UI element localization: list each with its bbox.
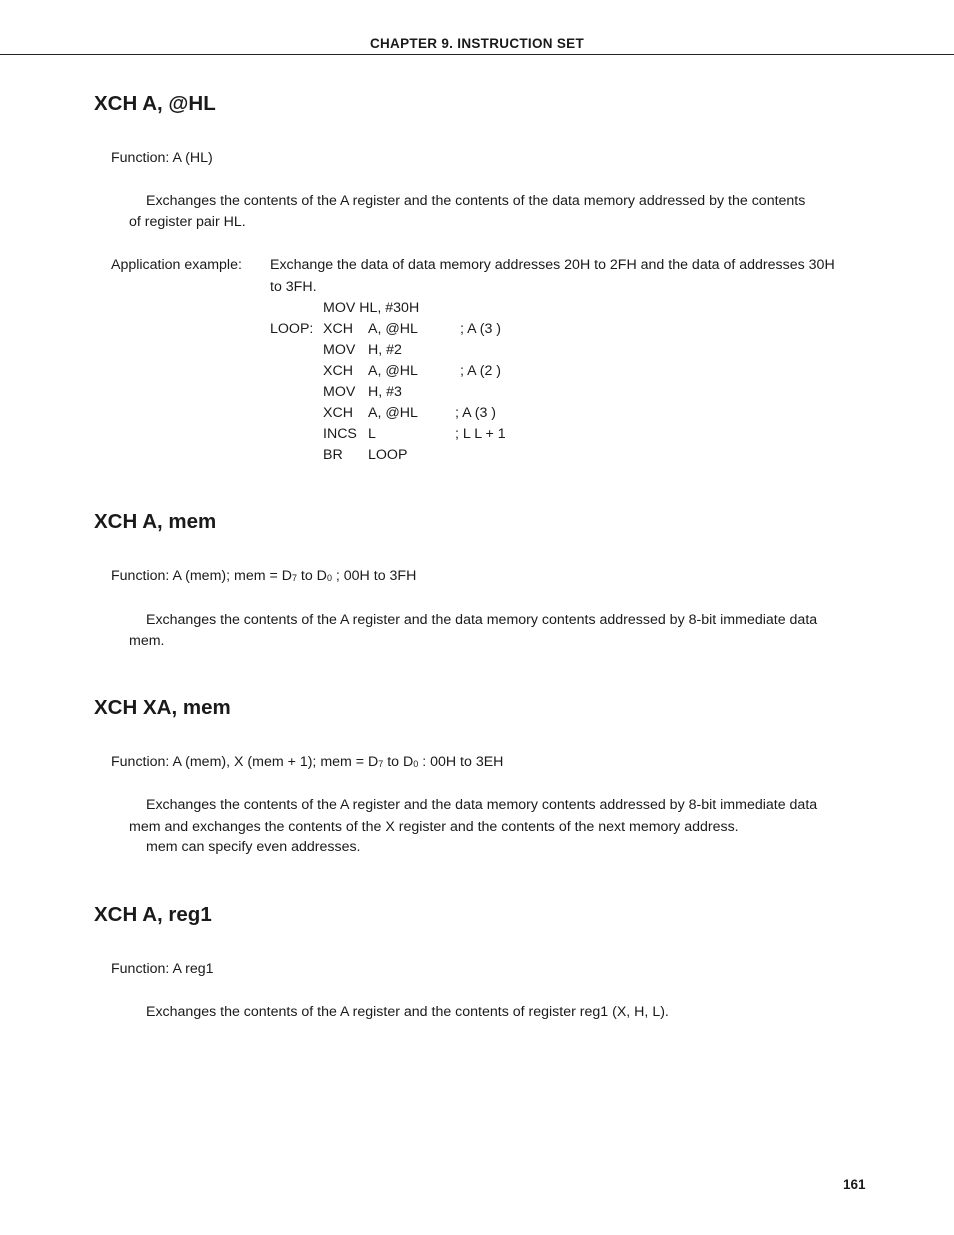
code-label: LOOP: <box>270 321 314 337</box>
code-comment: ; A (3 ) <box>455 405 497 421</box>
description-line: Exchanges the contents of the A register and the contents of the data memory addressed by the contents <box>146 193 806 209</box>
application-text: to 3FH. <box>270 279 317 295</box>
function-line: Function: A (mem); mem = $D_7$ to $D_0$ ; 00H to 3FH <box>111 568 417 584</box>
code-op: XCH <box>323 321 353 337</box>
code-comment: ; L L + 1 <box>455 426 506 442</box>
code-op: MOV <box>323 384 356 400</box>
running-header: CHAPTER 9. INSTRUCTION SET <box>369 36 585 51</box>
code-operand: LOOP <box>368 447 408 463</box>
code-op: BR <box>323 447 343 463</box>
code-op: INCS <box>323 426 357 442</box>
section-title-xch-a-hl: XCH A, @HL <box>94 92 216 115</box>
code-operand: A, @HL <box>368 321 418 337</box>
section-title-xch-a-reg1: XCH A, reg1 <box>94 903 212 926</box>
header-rule <box>0 54 954 55</box>
code-op: MOV <box>323 342 356 358</box>
application-text: Exchange the data of data memory addresses 20H to 2FH and the data of addresses 30H <box>270 257 835 273</box>
code-op: XCH <box>323 363 353 379</box>
code-op: XCH <box>323 405 353 421</box>
section-title-xch-a-mem: XCH A, mem <box>94 510 217 533</box>
code-line: MOV HL, #30H <box>323 300 420 316</box>
code-operand: A, @HL <box>368 405 418 421</box>
code-operand: A, @HL <box>368 363 418 379</box>
description-line: mem and exchanges the contents of the X register and the contents of the next memory address. <box>129 819 739 835</box>
description-line: mem can specify even addresses. <box>146 839 361 855</box>
code-comment: ; A (2 ) <box>460 363 502 379</box>
code-operand: H, #3 <box>368 384 402 400</box>
description-line: mem. <box>129 633 165 649</box>
code-comment: ; A (3 ) <box>460 321 502 337</box>
section-title-xch-xa-mem: XCH XA, mem <box>94 696 231 719</box>
function-line: Function: A (mem), X (mem + 1); mem = $D_7$ to $D_0$ : 00H to 3EH <box>111 754 504 770</box>
function-line: Function: A (HL) <box>111 150 213 166</box>
description-line: of register pair HL. <box>129 214 246 230</box>
function-line: Function: A reg1 <box>111 961 214 977</box>
application-label: Application example: <box>111 257 242 273</box>
code-operand: L <box>368 426 376 442</box>
code-operand: H, #2 <box>368 342 402 358</box>
page-number: 161 <box>843 1177 866 1192</box>
description-line: Exchanges the contents of the A register and the data memory contents addressed by 8-bit immediate data <box>146 612 818 628</box>
description-line: Exchanges the contents of the A register and the contents of register reg1 (X, H, L). <box>146 1004 669 1020</box>
description-line: Exchanges the contents of the A register and the data memory contents addressed by 8-bit immediate data <box>146 797 818 813</box>
